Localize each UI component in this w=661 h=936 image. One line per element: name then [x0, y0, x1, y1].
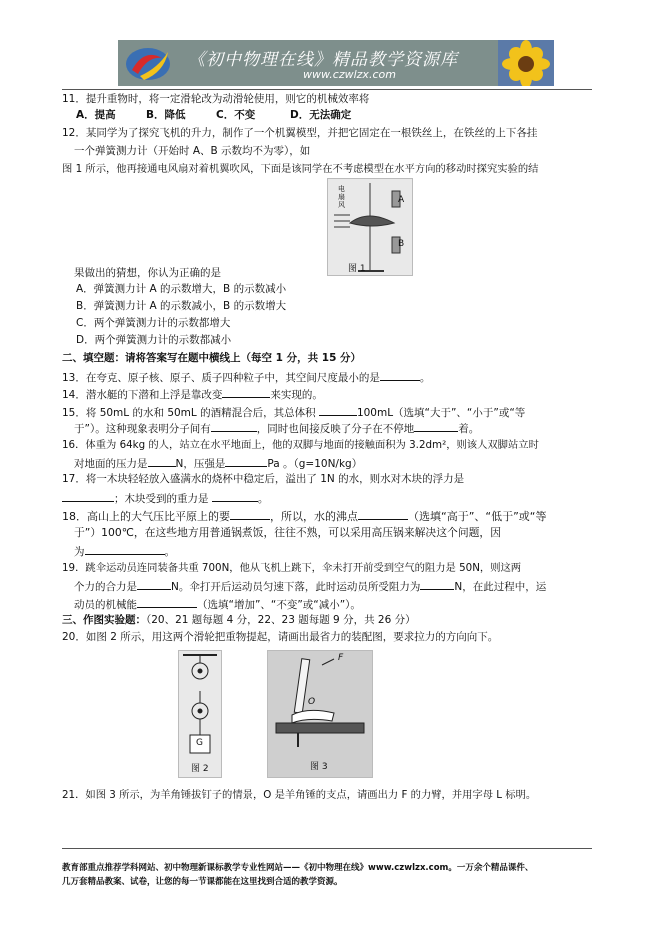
- q18-line1: [62, 508, 547, 524]
- q20-text: 20．如图 2 所示，用这两个滑轮把重物提起，请画出最省力的装配图，要求拉力的方向向下。: [62, 631, 499, 643]
- pulley-system-diagram: [179, 651, 221, 777]
- q15-line1: [62, 404, 525, 420]
- fig3-force-label: F: [338, 653, 344, 663]
- q11-option-b: B．降低: [146, 109, 186, 121]
- q18-blank-2[interactable]: [358, 508, 408, 520]
- fig3-caption: 图 3: [310, 762, 328, 772]
- q18-line3: [74, 543, 175, 559]
- fig1-label-a: A: [398, 195, 405, 205]
- q15-blank-1[interactable]: [319, 404, 357, 416]
- q11-option-d: D．无法确定: [290, 109, 352, 121]
- q19-e: 动员的机械能: [74, 599, 137, 611]
- banner-url[interactable]: www.czwlzx.com: [303, 68, 396, 81]
- q13-text: 13．在夸克、原子核、原子、质子四种粒子中，其空间尺度最小的是: [62, 372, 380, 384]
- q19-d: N，在此过程中，运: [454, 581, 547, 593]
- section-2-heading: 二、填空题：请将答案写在题中横线上（每空 1 分，共 15 分）: [62, 352, 362, 364]
- section-3-label: 三、作图实验题：: [62, 614, 146, 626]
- section-3-rest: （20、21 题每题 4 分，22、23 题每题 9 分，共 26 分）: [146, 614, 416, 626]
- q18-c: （选填“高于”、“低于”或“等: [408, 510, 547, 523]
- q11-option-a: A．提高: [76, 109, 116, 121]
- q16-c: N，压强是: [175, 458, 226, 470]
- q14-blank[interactable]: [222, 386, 270, 398]
- figure-1: [327, 178, 413, 276]
- q12-option-b: B．弹簧测力计 A 的示数减小，B 的示数增大: [76, 300, 287, 312]
- q21-text: 21．如图 3 所示，为羊角锤拔钉子的情景，O 是羊角锤的支点，请画出力 F 的力臂，并用字母 L 标明。: [62, 789, 537, 801]
- q16-b: 对地面的压力是: [74, 458, 148, 470]
- q12-option-d: D．两个弹簧测力计的示数都减小: [76, 334, 232, 346]
- section-3-heading: [62, 613, 416, 627]
- q16-d: Pa 。（g=10N/kg）: [267, 458, 363, 470]
- q15-d: ，同时也间接反映了分子在不停地: [256, 423, 415, 435]
- q18-a: 18．高山上的大气压比平原上的要: [62, 510, 230, 523]
- q12-line1: 12．某同学为了探究飞机的升力，制作了一个机翼模型，并把它固定在一根铁丝上，在铁丝的上下各挂: [62, 127, 538, 139]
- q15-a: 15．将 50mL 的水和 50mL 的酒精混合后，其总体积: [62, 407, 316, 419]
- q19-f: （选填“增加”、“不变”或“减小”）。: [197, 599, 361, 611]
- q17-line1: 17．将一木块轻轻放入盛满水的烧杯中稳定后，溢出了 1N 的水，则水对木块的浮力是: [62, 473, 465, 485]
- q19-line2: [74, 578, 546, 594]
- q11-stem: 11．提升重物时，将一定滑轮改为动滑轮使用，则它的机械效率将: [62, 93, 370, 105]
- q18-f: 。: [164, 546, 175, 558]
- q12-line4: 果做出的猜想，你认为正确的是: [74, 267, 221, 279]
- q15-line2: [74, 420, 479, 436]
- q19-c: N。伞打开后运动员匀速下落，此时运动员所受阻力为: [171, 581, 421, 593]
- figure-2: [178, 650, 222, 778]
- header-banner: [118, 40, 554, 86]
- q15-c: 于”）。这种现象表明分子间有: [74, 423, 211, 435]
- banner-title: 《初中物理在线》精品教学资源库: [188, 50, 458, 70]
- q17-b: ；木块受到的重力是: [114, 493, 209, 505]
- q14-end: 来实现的。: [270, 389, 323, 401]
- figure-3: [267, 650, 373, 778]
- q17-c: 。: [257, 493, 269, 505]
- fig3-pivot-label: O: [308, 697, 316, 707]
- q15-blank-3[interactable]: [414, 420, 458, 432]
- q17-line2: [62, 490, 268, 506]
- q17-blank-2[interactable]: [212, 490, 258, 502]
- q16-blank-2[interactable]: [225, 455, 267, 467]
- q18-e: 为: [74, 546, 85, 558]
- q19-blank-3[interactable]: [137, 596, 197, 608]
- fig2-weight-label: G: [196, 738, 203, 748]
- footer-rule: [62, 848, 592, 849]
- q17-blank-1[interactable]: [62, 490, 114, 502]
- q14-text: 14．潜水艇的下潜和上浮是靠改变: [62, 389, 223, 401]
- q12-option-c: C．两个弹簧测力计的示数都增大: [76, 317, 231, 329]
- site-logo: [118, 40, 188, 86]
- q19-b: 个力的合力是: [74, 581, 137, 593]
- q11-option-c: C．不变: [216, 109, 256, 121]
- q16-blank-1[interactable]: [148, 455, 176, 467]
- footer-line1: 教育部重点推荐学科网站、初中物理新课标教学专业性网站——《初中物理在线》www.czwlzx.com。一万余个精品课件、: [62, 863, 534, 873]
- q12-line2: 一个弹簧测力计（开始时 A、B 示数均不为零），如: [74, 145, 311, 157]
- q13-end: 。: [419, 372, 431, 384]
- q19-line3: [74, 596, 361, 612]
- q18-blank-3[interactable]: [85, 543, 165, 555]
- sunflower-icon: [498, 40, 554, 86]
- q12-line3: 图 1 所示，他再接通电风扇对着机翼吹风，下面是该同学在不考虑模型在水平方向的移动时探究实验的结: [62, 163, 539, 175]
- footer-line2: 几万套精品教案、试卷，让您的每一节课都能在这里找到合适的教学资源。: [62, 877, 343, 887]
- q18-b: ，所以，水的沸点: [270, 510, 358, 523]
- header-rule: [62, 89, 592, 90]
- fig1-label-b: B: [398, 239, 405, 249]
- q15-e: 着。: [458, 423, 480, 435]
- q19-blank-1[interactable]: [137, 578, 171, 590]
- fig1-fan-label: 电扇风: [338, 185, 345, 209]
- q15-blank-2[interactable]: [211, 420, 257, 432]
- q15-b: 100mL（选填“大于”、“小于”或“等: [356, 407, 526, 419]
- q16-line2: [74, 455, 362, 471]
- q13-blank[interactable]: [380, 369, 420, 381]
- q18-line2: 于”）100℃，在这些地方用普通锅煮饭，往往不熟，可以采用高压锅来解决这个问题，因: [74, 526, 502, 539]
- q14: [62, 386, 323, 402]
- q12-option-a: A．弹簧测力计 A 的示数增大，B 的示数减小: [76, 283, 287, 295]
- q19-blank-2[interactable]: [420, 578, 454, 590]
- q18-blank-1[interactable]: [230, 508, 270, 520]
- q19-line1: 19．跳伞运动员连同装备共重 700N，他从飞机上跳下，伞未打开前受到空气的阻力是 50N，则这两: [62, 562, 522, 574]
- fig1-caption: 图 1: [348, 264, 366, 274]
- q13: [62, 369, 430, 385]
- q16-line1: 16．体重为 64kg 的人，站立在水平地面上，他的双脚与地面的接触面积为 3.2dm²，则该人双脚站立时: [62, 439, 539, 451]
- fig2-caption: 图 2: [191, 764, 209, 774]
